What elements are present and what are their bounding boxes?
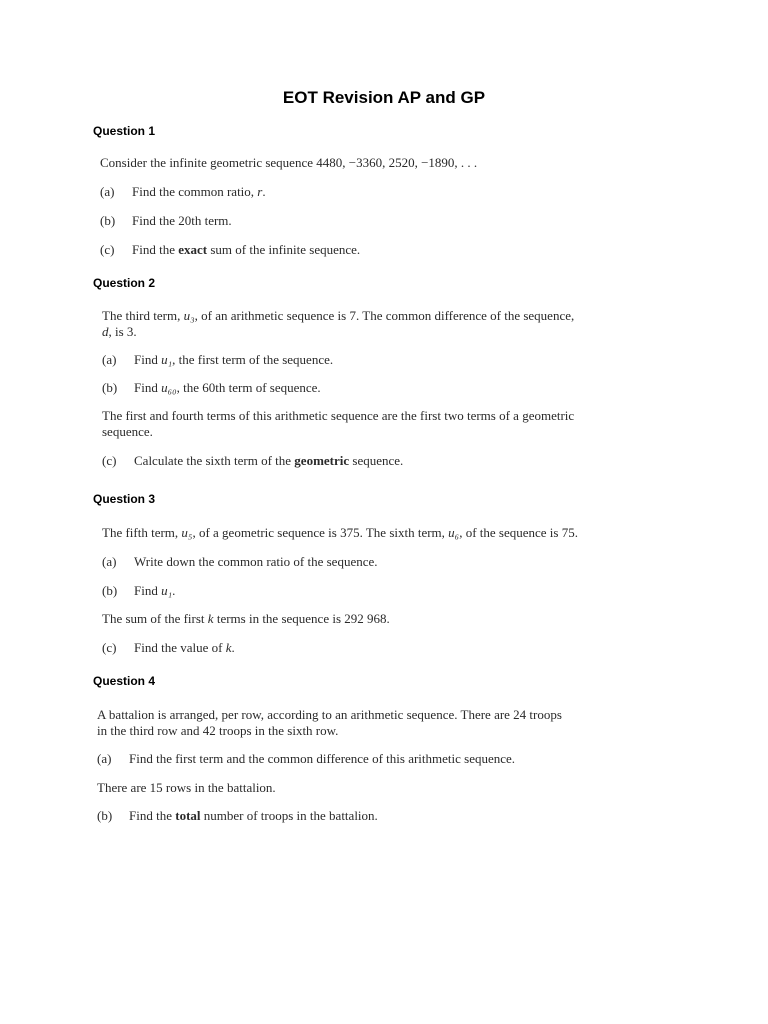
question-4-heading: Question 4 [93,674,156,688]
part-label: (c) [102,640,117,655]
part-label: (c) [100,242,115,257]
question-3-mid [102,611,390,627]
question-2-part-b [102,380,321,396]
question-1-intro: Consider the infinite geometric sequence 4480, −3360, 2520, −1890, . . . [100,155,478,170]
text: Find the value of [134,640,223,655]
question-4-intro-line-1: A battalion is arranged, per row, according to an arithmetic sequence. There are 24 troops [97,707,562,722]
text: number of troops in the battalion. [203,808,378,823]
question-2-intro-line-1 [102,308,574,324]
part-text: sum of the infinite sequence. [210,242,361,257]
question-3-intro [102,525,578,541]
text: Find [134,352,158,367]
text: The third term, [102,308,181,323]
question-3-part-c [102,640,235,656]
text: , of a geometric sequence is 375. The sixth term, [192,525,445,540]
question-2-heading: Question 2 [93,276,156,290]
part-text: Find the [132,242,175,257]
question-3-part-a [102,554,378,570]
question-2-mid-line-2: sequence. [102,424,153,439]
part-text: Find the 20th term. [132,213,232,228]
variable: u₆ [448,525,460,540]
question-4-part-a [97,751,515,767]
part-label: (a) [97,751,112,766]
text: Calculate the sixth term of the [134,453,292,468]
part-label: (a) [102,352,117,367]
part-label: (b) [100,213,116,228]
part-label: (a) [100,184,115,199]
text: , the 60th term of sequence. [176,380,321,395]
emphasis: geometric [294,453,350,468]
question-2-part-c [102,453,403,469]
part-label: (a) [102,554,117,569]
part-label: (b) [102,380,118,395]
text: , the first term of the sequence. [172,352,334,367]
question-3-part-b [102,583,175,599]
question-4-intro-line-2: in the third row and 42 troops in the sixth row. [97,723,339,738]
variable: k [225,640,232,655]
text: , of the sequence is 75. [459,525,578,540]
variable: u₅ [181,525,193,540]
text: Find [134,380,158,395]
part-label: (b) [97,808,113,823]
text: The sum of the first [102,611,205,626]
emphasis: exact [178,242,208,257]
document-title: EOT Revision AP and GP [282,88,486,107]
variable: u₁ [161,583,173,598]
question-1-part-a [100,184,266,200]
question-4-mid: There are 15 rows in the battalion. [97,780,276,795]
text: Find [134,583,158,598]
text: terms in the sequence is 292 968. [216,611,390,626]
emphasis: total [175,808,201,823]
question-1-part-c [100,242,360,258]
variable: r [257,184,263,199]
part-text: Find the common ratio, [132,184,255,199]
question-1-part-b [100,213,232,229]
variable: u₁ [161,352,173,367]
text: Write down the common ratio of the sequence. [134,554,378,569]
text: sequence. [352,453,404,468]
variable: u₆₀ [161,380,177,395]
part-label: (c) [102,453,117,468]
question-2-mid-line-1: The first and fourth terms of this arithmetic sequence are the first two terms of a geometric [102,408,575,423]
text: The fifth term, [102,525,179,540]
question-1-heading: Question 1 [93,124,156,138]
punctuation: . [262,184,266,199]
text: Find the [129,808,172,823]
question-2-part-a [102,352,333,368]
question-3-heading: Question 3 [93,492,156,506]
text: , is 3. [108,324,137,339]
question-2-intro-line-2 [102,324,137,340]
variable: u₃ [183,308,195,323]
variable: d [102,324,109,339]
question-4-part-b [97,808,378,824]
text: . [231,640,235,655]
text: Find the first term and the common difference of this arithmetic sequence. [129,751,516,766]
text: , of an arithmetic sequence is 7. The common difference of the sequence, [194,308,575,323]
text: . [172,583,176,598]
variable: k [207,611,214,626]
part-label: (b) [102,583,118,598]
